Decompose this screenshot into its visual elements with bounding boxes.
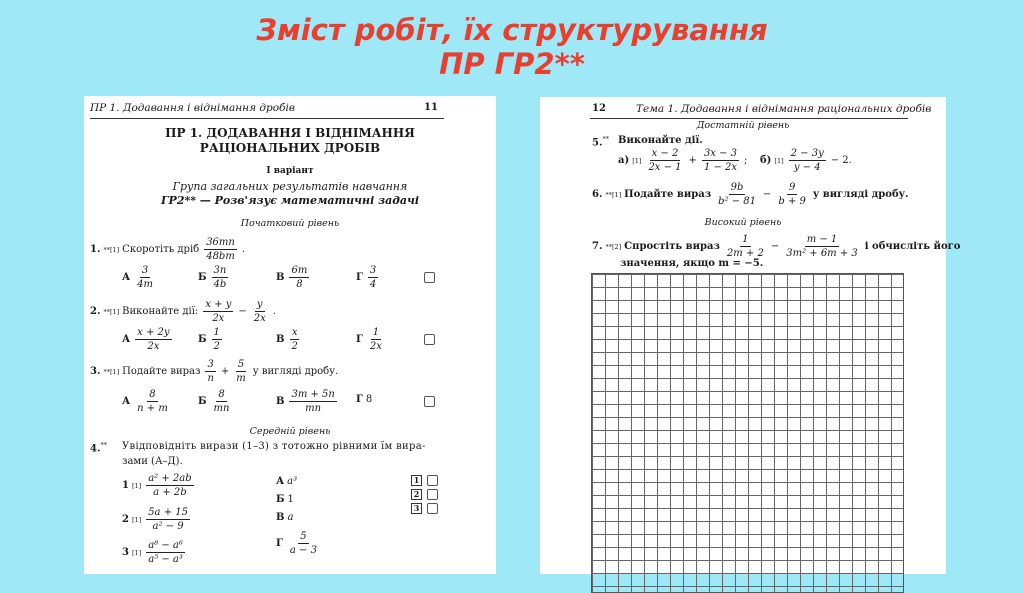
fraction: 36mn 48bm xyxy=(206,237,235,262)
question-7: 7. **[2] Спростіть вираз 1 2m + 2 − $\frac{m - 1}{\text{3m² + 6m + 3}}$ і обчисліть його xyxy=(592,234,961,259)
option-d: Г 1 2x xyxy=(356,327,382,352)
match-answer-a: А a³ xyxy=(276,476,298,487)
level-middle: Середній рівень xyxy=(249,426,331,437)
answer-checkbox[interactable] xyxy=(424,396,435,407)
left-page xyxy=(84,96,496,574)
option-c: В x 2 xyxy=(276,327,298,352)
option-b: Б 3n 4b xyxy=(198,265,227,290)
question-5: 5.** xyxy=(592,135,609,149)
q-number: 1. xyxy=(90,244,101,255)
option-a: А 3 4m xyxy=(122,265,154,290)
answer-checkbox[interactable] xyxy=(427,503,438,514)
level-initial: Початковий рівень xyxy=(240,218,340,229)
gr-label: ГР2** — Розв'язує математичні задачі xyxy=(160,194,420,207)
q5-part-a: а) [1] x − 2 2x − 1 + $\frac{3x - 3}{1 - 2x}$ ; xyxy=(618,148,748,173)
variant-label: І варіант xyxy=(266,166,314,176)
q4-text-2: зами (А–Д). xyxy=(122,456,183,467)
question-4: 4.** xyxy=(90,441,107,455)
group-label: Група загальних результатів навчання xyxy=(172,180,408,193)
q5-part-b: б) [1] 2 − 3y y − 4 − 2. xyxy=(760,148,852,173)
match-item-1: 1 [1] a² + 2ab a + 2b xyxy=(122,473,192,498)
option-a: А 8 n + m xyxy=(122,389,168,414)
page-number: 12 xyxy=(592,103,606,114)
match-item-3: 3 [1] a⁸ − a⁶ a⁵ − a³ xyxy=(122,540,183,565)
worksheet-title-2: РАЦІОНАЛЬНИХ ДРОБІВ xyxy=(199,141,381,155)
question-6: 6. **[1] Подайте вираз 9b b² − 81 − $\frac{9}{b + 9}$ у вигляді дробу. xyxy=(592,182,909,207)
worksheet-title: ПР 1. ДОДАВАННЯ І ВІДНІМАННЯ xyxy=(165,126,415,140)
q-text: Скоротіть дріб xyxy=(122,244,200,255)
level-sufficient: Достатній рівень xyxy=(696,120,790,131)
q5-text: Виконайте дії. xyxy=(618,135,703,146)
match-number-1: 1 xyxy=(411,475,422,486)
answer-checkbox[interactable] xyxy=(427,475,438,486)
level-high: Високий рівень xyxy=(704,217,782,228)
match-number-2: 2 xyxy=(411,489,422,500)
page-header-title: ПР 1. Додавання і віднімання дробів xyxy=(90,102,295,114)
answer-checkbox[interactable] xyxy=(424,334,435,345)
header-rule xyxy=(90,118,444,119)
option-b: Б 1 2 xyxy=(198,327,220,352)
right-page xyxy=(540,97,961,574)
match-answer-b: Б 1 xyxy=(276,494,294,505)
q-mark: **[1] xyxy=(103,245,120,254)
slide-title: Зміст робіт, їх структурування xyxy=(256,13,768,47)
option-d: Г 3 4 xyxy=(356,265,377,290)
option-c: В 3m + 5n mn xyxy=(276,389,335,414)
q4-text: Увідповідніть вирази (1–3) з тотожно рівними їм вира- xyxy=(122,441,426,452)
question-3: 3. **[1] Подайте вираз 3 n + $\frac{5}{m}$ у вигляді дробу. xyxy=(90,359,339,384)
option-a: А x + 2y 2x xyxy=(122,327,170,352)
answer-checkbox[interactable] xyxy=(427,489,438,500)
question-1: 1. **[1] Скоротіть дріб 36mn 48bm . xyxy=(90,237,246,262)
answer-grid[interactable] xyxy=(591,273,904,593)
header-rule xyxy=(590,118,908,119)
page-number: 11 xyxy=(424,102,438,113)
match-number-3: 3 xyxy=(411,503,422,514)
match-answer-d: Г 5 a − 3 xyxy=(276,531,317,556)
match-item-2: 2 [1] 5a + 15 a² − 9 xyxy=(122,507,188,532)
option-c: В 6m 8 xyxy=(276,265,308,290)
q7-text-2: значення, якщо m = −5. xyxy=(620,258,764,269)
option-b: Б 8 mn xyxy=(198,389,230,414)
match-answer-c: В a xyxy=(276,512,294,523)
question-2: 2. **[1] Виконайте дії: x + y 2x − $\frac{y}{2x}$ . xyxy=(90,299,276,324)
page-header-title: Тема 1. Додавання і віднімання раціональних дробів xyxy=(636,103,932,115)
answer-checkbox[interactable] xyxy=(424,272,435,283)
slide-subtitle: ПР ГР2** xyxy=(439,47,585,81)
option-d: Г 8 xyxy=(356,394,373,405)
